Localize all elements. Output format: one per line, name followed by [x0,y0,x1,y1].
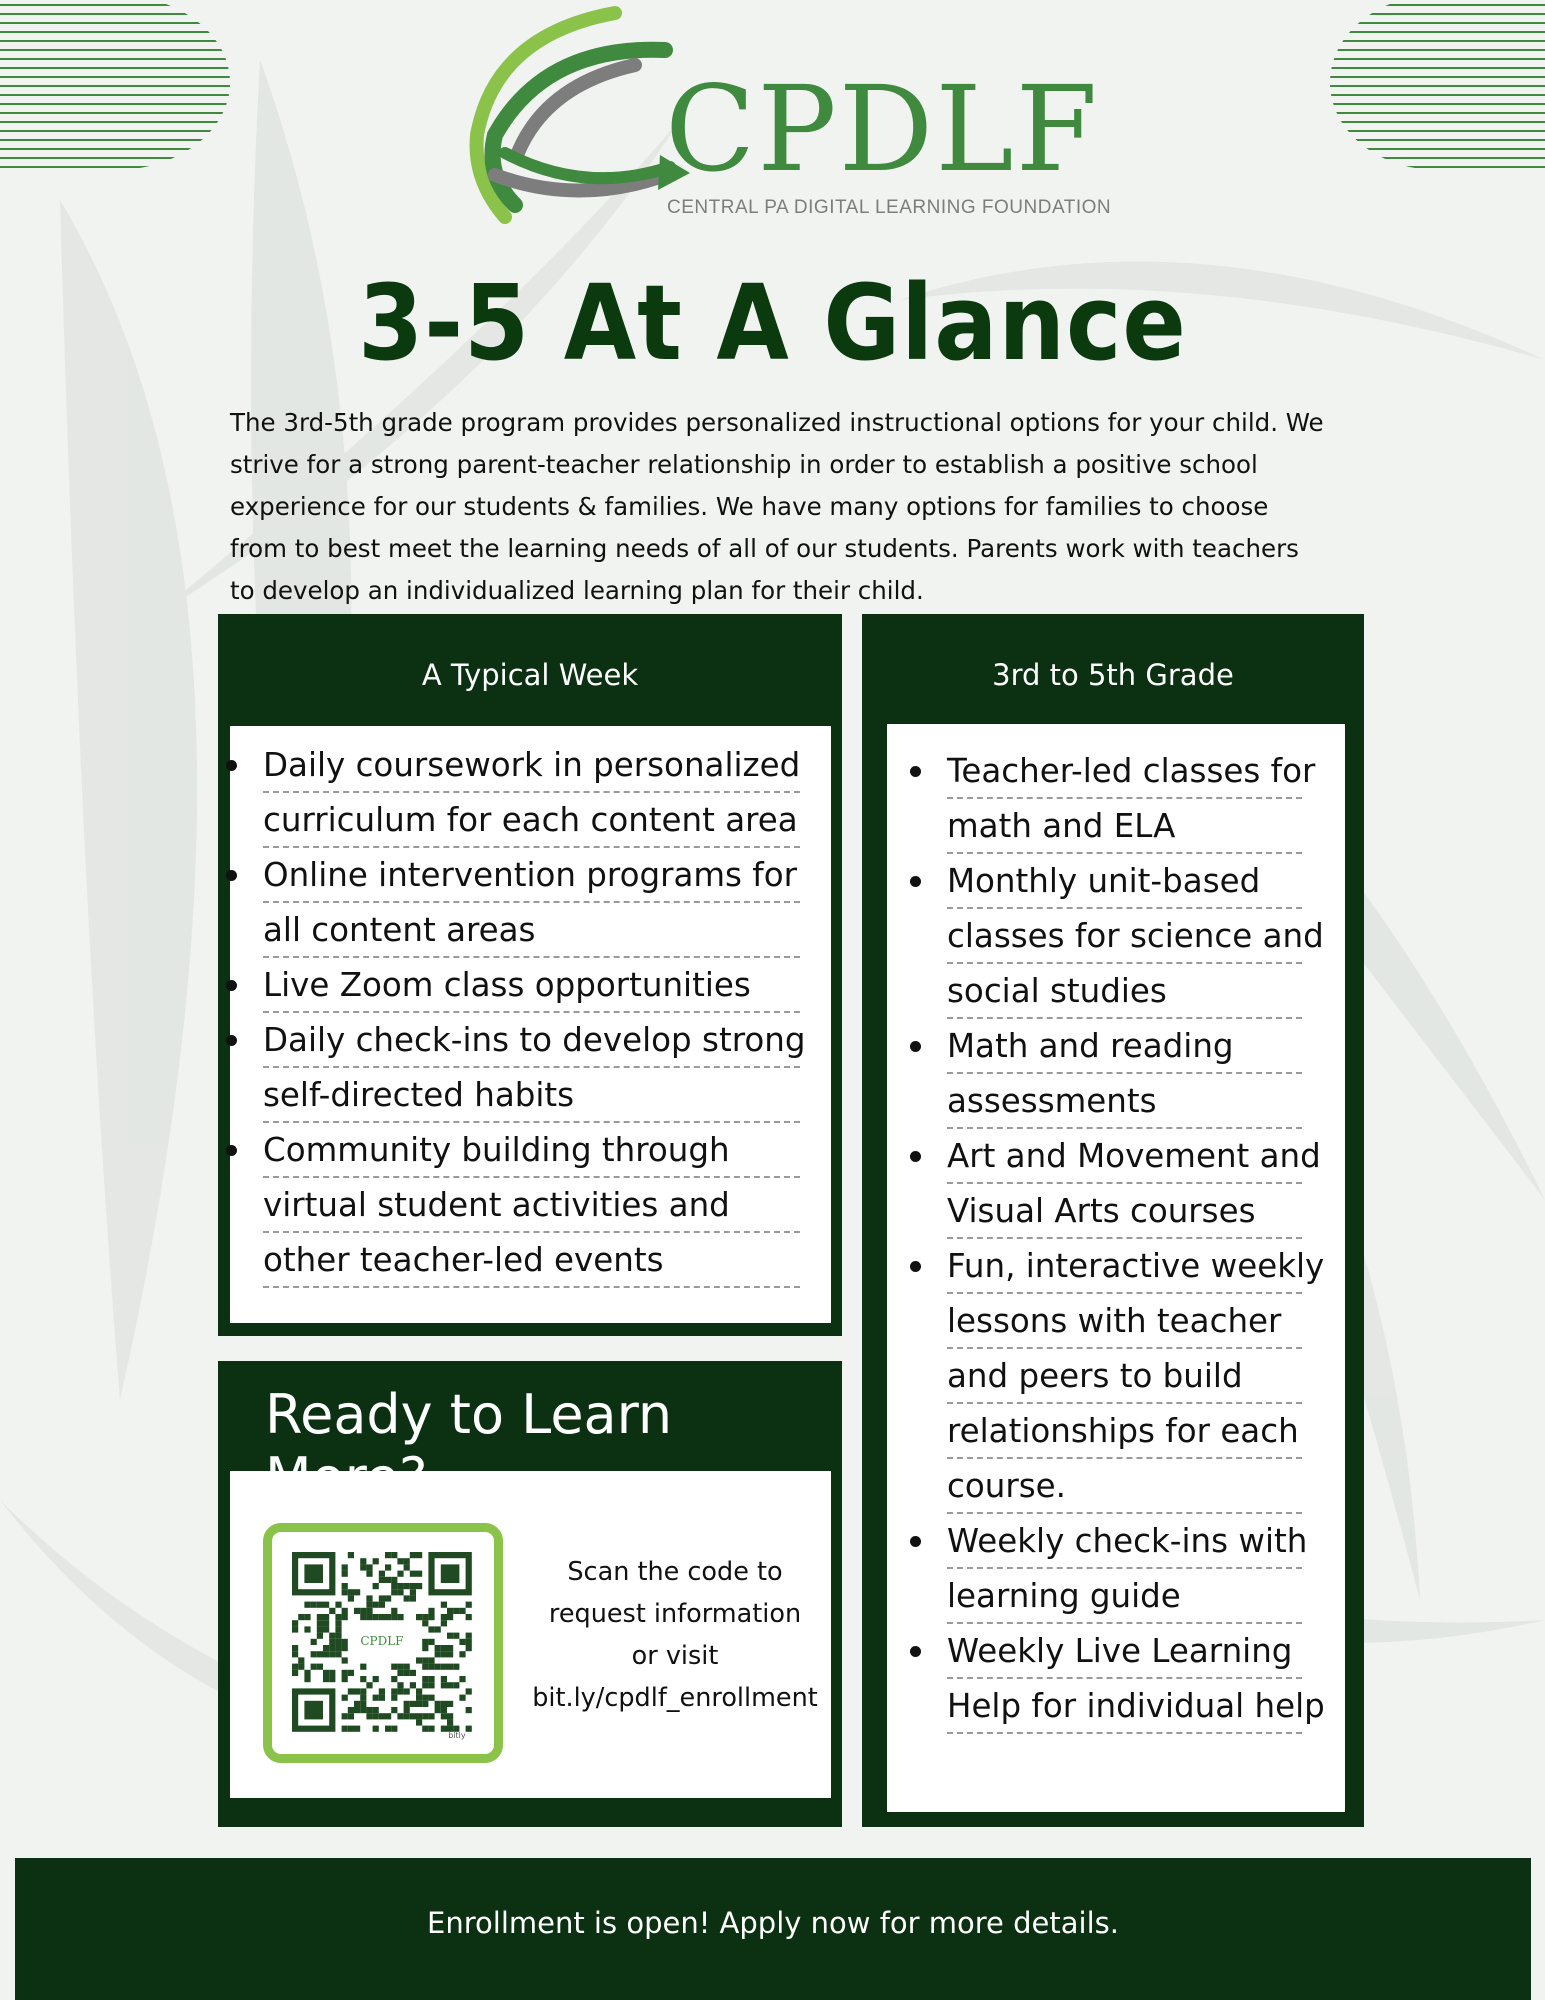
grades-item-line: relationships for each [947,1404,1302,1459]
typical-week-item-line: all content areas [263,903,800,958]
bullet-icon [226,760,237,771]
grades-item-line: math and ELA [947,799,1302,854]
bullet-icon [226,1035,237,1046]
logo [455,5,1155,250]
grades-item [947,1239,1325,1514]
bullet-icon [226,1145,237,1156]
grades-item [947,744,1316,854]
bullet-icon [910,766,921,777]
typical-week-item-line: Daily coursework in personalized [263,738,800,793]
typical-week-item [263,958,800,1013]
grades-item-line: Visual Arts courses [947,1184,1302,1239]
intro-paragraph: The 3rd-5th grade program provides personalized instructional options for your child. We strive for a strong parent-teacher relationship in order to establish a positive school experience for our students & families. We have many options for families to choose from to best meet the learning needs of all of our students. Parents work with teachers to develop an individualized learning plan for their child. [230,408,1324,605]
learn-more-heading: Ready to Learn [265,1383,673,1446]
logo-wordmark: CPDLF [665,60,1100,198]
typical-week-item [263,848,800,958]
scan-instruction-line: or visit [631,1641,719,1671]
typical-week-body [230,726,831,1323]
bullet-icon [910,1261,921,1272]
grades-item-line: assessments [947,1074,1302,1129]
grades-item-line: classes for science and [947,909,1302,964]
grades-body [887,724,1345,1812]
typical-week-item-line: virtual student activities and [263,1178,800,1233]
typical-week-heading: A Typical Week [421,658,639,692]
bullet-icon [226,870,237,881]
typical-week-list [263,738,806,1288]
grades-item-line: Art and Movement and [947,1129,1302,1184]
bullet-icon [910,876,921,887]
grades-item [947,854,1324,1019]
typical-week-item-line: self-directed habits [263,1068,800,1123]
footer-text: Enrollment is open! Apply now for more details. [427,1906,1119,1940]
grades-item-line: lessons with teacher [947,1294,1302,1349]
grades-item [947,1129,1321,1239]
grades-item [947,1624,1325,1734]
grades-item-line: social studies [947,964,1302,1019]
grades-item-line: Help for individual help [947,1679,1302,1734]
bullet-icon [910,1536,921,1547]
bullet-icon [226,980,237,991]
scan-instruction-line: request information [548,1599,802,1629]
page-title: 3-5 At A Glance [358,262,1187,384]
grades-item-line: learning guide [947,1569,1302,1624]
typical-week-item-line: other teacher-led events [263,1233,800,1288]
grades-item-line: course. [947,1459,1302,1514]
grades-item-line: Fun, interactive weekly [947,1239,1302,1294]
scan-instruction-line: bit.ly/cpdlf_enrollment [532,1683,818,1713]
logo-tagline: CENTRAL PA DIGITAL LEARNING FOUNDATION [667,197,1112,218]
footer-banner [15,1858,1531,2000]
learn-more-panel [218,1361,842,1827]
grades-item [947,1019,1302,1129]
grades-panel [862,614,1364,1827]
grades-item [947,1514,1308,1624]
typical-week-item-line: Daily check-ins to develop strong [263,1013,800,1068]
grades-item-line: Weekly check-ins with [947,1514,1302,1569]
typical-week-item [263,1013,806,1123]
scan-instruction-line: Scan the code to [567,1557,783,1587]
decorative-stripes-left [0,0,230,170]
typical-week-item [263,738,800,848]
grades-item-line: Weekly Live Learning [947,1624,1302,1679]
grades-item-line: Monthly unit-based [947,854,1302,909]
typical-week-panel [218,614,842,1336]
typical-week-item [263,1123,800,1288]
bullet-icon [910,1041,921,1052]
bullet-icon [910,1646,921,1657]
qr-logo-text: CPDLF [360,1634,404,1648]
learn-more-body [230,1471,831,1798]
qr-code-icon [272,1532,494,1754]
typical-week-item-line: Live Zoom class opportunities [263,958,800,1013]
typical-week-item-line: Community building through [263,1123,800,1178]
grades-list [947,744,1325,1734]
decorative-stripes-right [1330,0,1545,170]
typical-week-item-line: Online intervention programs for [263,848,800,903]
scan-instructions [530,1551,820,1719]
bullet-icon [910,1151,921,1162]
grades-item-line: Math and reading [947,1019,1302,1074]
typical-week-item-line: curriculum for each content area [263,793,800,848]
qr-code[interactable] [263,1523,503,1763]
grades-item-line: and peers to build [947,1349,1302,1404]
grades-heading: 3rd to 5th Grade [992,658,1234,692]
grades-item-line: Teacher-led classes for [947,744,1302,799]
qr-brand-text: bitly [448,1731,466,1740]
